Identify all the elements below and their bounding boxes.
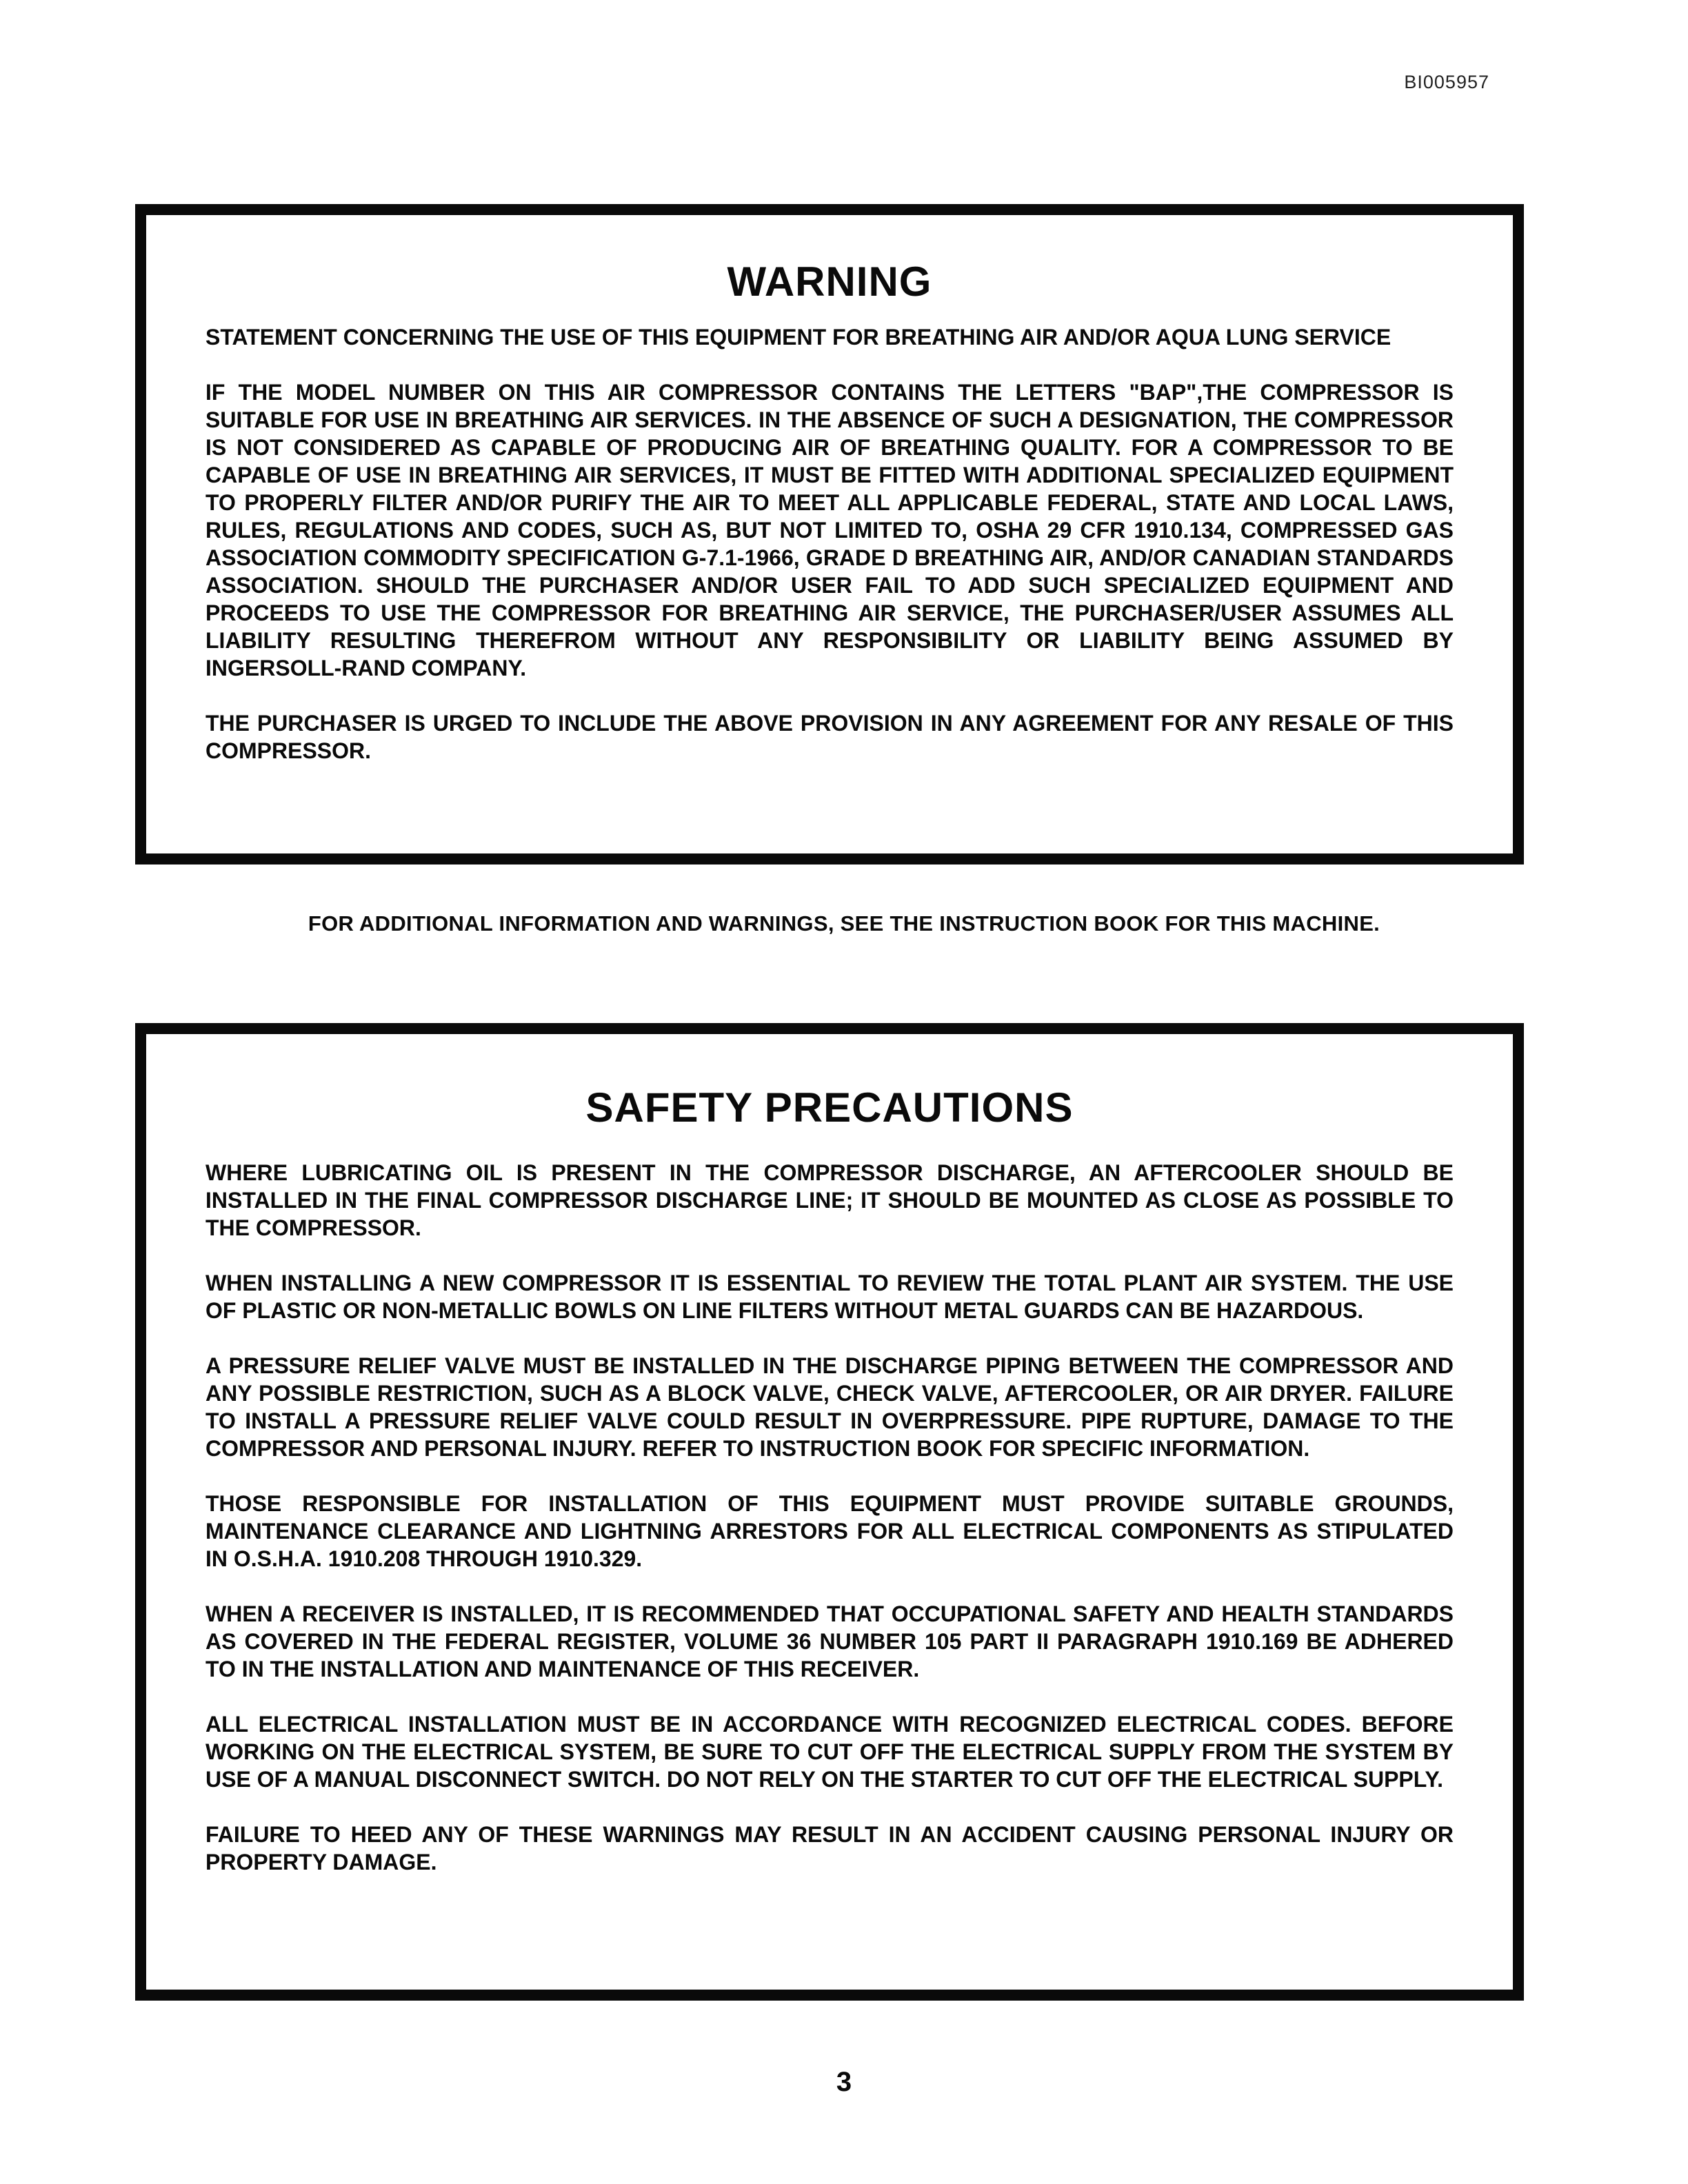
warning-title: WARNING <box>727 259 932 305</box>
safety-paragraph-grounds: THOSE RESPONSIBLE FOR INSTALLATION OF THIS EQUIPMENT MUST PROVIDE SUITABLE GROUNDS, MAINTENANCE CLEARANCE AND LIGHTNING ARRESTORS FOR ALL ELECTRICAL COMPONENTS AS STIPULATED IN O.S.H.A. 1910.208 THROUGH 1910.329. <box>205 1491 1454 1571</box>
safety-paragraph-relief-valve: A PRESSURE RELIEF VALVE MUST BE INSTALLED IN THE DISCHARGE PIPING BETWEEN THE COMPRESSOR AND ANY POSSIBLE RESTRICTION, SUCH AS A BLOCK VALVE, CHECK VALVE, AFTERCOOLER, OR AIR DRYER. FAILURE TO INSTALL A PRESSURE RELIEF VALVE COULD RESULT IN OVERPRESSURE. PIPE RUPTURE, DAMAGE TO THE COMPRESSOR AND PERSONAL INJURY. REFER TO INSTRUCTION BOOK FOR SPECIFIC INFORMATION. <box>205 1353 1454 1461</box>
warning-box <box>135 204 1524 865</box>
safety-paragraph-receiver: WHEN A RECEIVER IS INSTALLED, IT IS RECOMMENDED THAT OCCUPATIONAL SAFETY AND HEALTH STANDARDS AS COVERED IN THE FEDERAL REGISTER, VOLUME 36 NUMBER 105 PART II PARAGRAPH 1910.169 BE ADHERED TO IN THE INSTALLATION AND MAINTENANCE OF THIS RECEIVER. <box>205 1601 1454 1681</box>
safety-paragraph-plant-air: WHEN INSTALLING A NEW COMPRESSOR IT IS ESSENTIAL TO REVIEW THE TOTAL PLANT AIR SYSTEM. THE USE OF PLASTIC OR NON-METALLIC BOWLS ON LINE FILTERS WITHOUT METAL GUARDS CAN BE HAZARDOUS. <box>205 1271 1454 1323</box>
warning-paragraph-resale: THE PURCHASER IS URGED TO INCLUDE THE ABOVE PROVISION IN ANY AGREEMENT FOR ANY RESALE OF THIS COMPRESSOR. <box>205 711 1454 763</box>
safety-precautions-box <box>135 1023 1524 2001</box>
page-number: 3 <box>836 2067 852 2097</box>
safety-paragraph-electrical: ALL ELECTRICAL INSTALLATION MUST BE IN ACCORDANCE WITH RECOGNIZED ELECTRICAL CODES. BEFORE WORKING ON THE ELECTRICAL SYSTEM, BE SURE TO CUT OFF THE ELECTRICAL SUPPLY FROM THE SYSTEM BY USE OF A MANUAL DISCONNECT SWITCH. DO NOT RELY ON THE STARTER TO CUT OFF THE ELECTRICAL SUPPLY. <box>205 1712 1454 1792</box>
document-id: BI005957 <box>1404 72 1489 92</box>
safety-precautions-title: SAFETY PRECAUTIONS <box>585 1084 1074 1131</box>
warning-paragraph-bap: IF THE MODEL NUMBER ON THIS AIR COMPRESSOR CONTAINS THE LETTERS "BAP",THE COMPRESSOR IS SUITABLE FOR USE IN BREATHING AIR SERVICES. IN THE ABSENCE OF SUCH A DESIGNATION, THE COMPRESSOR IS NOT CONSIDERED AS CAPABLE OF PRODUCING AIR OF BREATHING QUALITY. FOR A COMPRESSOR TO BE CAPABLE OF USE IN BREATHING AIR SERVICES, IT MUST BE FITTED WITH ADDITIONAL SPECIALIZED EQUIPMENT TO PROPERLY FILTER AND/OR PURIFY THE AIR TO MEET ALL APPLICABLE FEDERAL, STATE AND LOCAL LAWS, RULES, REGULATIONS AND CODES, SUCH AS, BUT NOT LIMITED TO, OSHA 29 CFR 1910.134, COMPRESSED GAS ASSOCIATION COMMODITY SPECIFICATION G-7.1-1966, GRADE D BREATHING AIR, AND/OR CANADIAN STANDARDS ASSOCIATION. SHOULD THE PURCHASER AND/OR USER FAIL TO ADD SUCH SPECIALIZED EQUIPMENT AND PROCEEDS TO USE THE COMPRESSOR FOR BREATHING AIR SERVICE, THE PURCHASER/USER ASSUMES ALL LIABILITY RESULTING THEREFROM WITHOUT ANY RESPONSIBILITY OR LIABILITY BEING ASSUMED BY INGERSOLL-RAND COMPANY. <box>205 380 1454 680</box>
warning-paragraph-statement: STATEMENT CONCERNING THE USE OF THIS EQUIPMENT FOR BREATHING AIR AND/OR AQUA LUNG SERVICE <box>205 325 1391 350</box>
additional-info-note: FOR ADDITIONAL INFORMATION AND WARNINGS, SEE THE INSTRUCTION BOOK FOR THIS MACHINE. <box>308 911 1380 936</box>
safety-paragraph-failure: FAILURE TO HEED ANY OF THESE WARNINGS MAY RESULT IN AN ACCIDENT CAUSING PERSONAL INJURY OR PROPERTY DAMAGE. <box>205 1822 1454 1874</box>
safety-paragraph-aftercooler: WHERE LUBRICATING OIL IS PRESENT IN THE COMPRESSOR DISCHARGE, AN AFTERCOOLER SHOULD BE INSTALLED IN THE FINAL COMPRESSOR DISCHARGE LINE; IT SHOULD BE MOUNTED AS CLOSE AS POSSIBLE TO THE COMPRESSOR. <box>205 1160 1454 1240</box>
